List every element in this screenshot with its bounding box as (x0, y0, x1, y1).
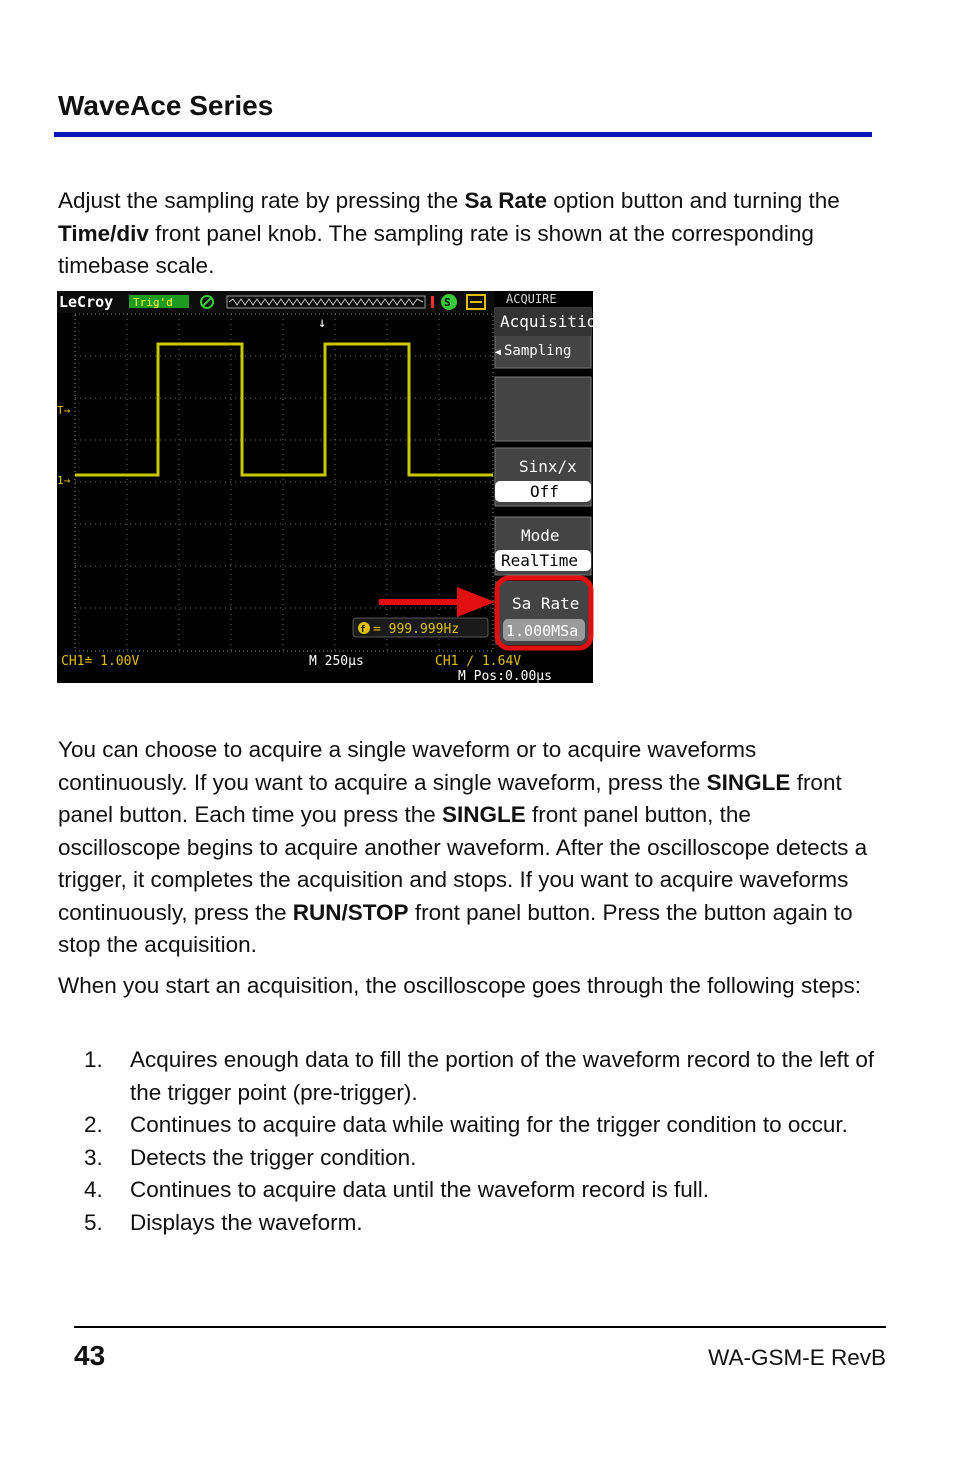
step-number: 5. (84, 1209, 103, 1235)
step-text: Displays the waveform. (130, 1209, 363, 1235)
bold-term: SINGLE (706, 769, 791, 795)
menu-title: ACQUIRE (506, 292, 557, 306)
list-item (58, 1174, 878, 1207)
menu-mode[interactable] (495, 517, 591, 575)
menu-pointer-icon: ◀ (495, 347, 502, 358)
step-number: 2. (84, 1112, 103, 1137)
menu-sinx-label: Sinx/x (519, 457, 577, 476)
menu-sa-rate-label: Sa Rate (512, 594, 580, 613)
settings-status-icon (441, 294, 457, 310)
bold-term: Time/div (58, 220, 149, 246)
menu-acquisition[interactable] (495, 308, 606, 368)
text-run: front panel knob. The sampling rate is shown at the corresponding timebase scale. (58, 220, 814, 278)
trigger-level-marker: T→ (57, 404, 71, 417)
list-item (58, 1142, 878, 1175)
trigger-position-marker: ↓ (318, 315, 327, 331)
menu-sinx-value: Off (530, 482, 559, 501)
menu-mode-label: Mode (521, 526, 560, 545)
bold-term: Sa Rate (464, 188, 548, 213)
step-text: Acquires enough data to fill the portion of the waveform record to the left of the trigger point (pre-trigger). (130, 1047, 875, 1105)
frequency-readout: = 999.999Hz (373, 622, 460, 637)
step-number: 3. (84, 1144, 103, 1170)
svg-text:f: f (360, 625, 366, 635)
text-run: You can choose to acquire a single waveform or to acquire waveforms continuously. If you want to acquire a single waveform, press the (58, 737, 757, 795)
step-text: Continues to acquire data until the waveform record is full. (130, 1177, 710, 1202)
trigger-readout: CH1 ∕ 1.64V (435, 654, 522, 669)
bold-term: RUN/STOP (292, 899, 409, 925)
footer-rule (74, 1326, 886, 1328)
ch1-scale-readout: CH1≐ 1.00V (61, 654, 140, 669)
bold-term: SINGLE (441, 802, 526, 827)
mpos-readout: M Pos:0.00μs (458, 669, 552, 684)
step-number: 4. (84, 1177, 103, 1202)
page-number: 43 (74, 1340, 106, 1371)
list-item (58, 1044, 878, 1109)
menu-empty-slot[interactable] (495, 377, 591, 441)
intro-paragraph (58, 185, 878, 283)
menu-acquisition-label: Acquisition (500, 312, 606, 331)
page-header-title: WaveAce Series (58, 90, 274, 121)
text-run: Adjust the sampling rate by pressing the (58, 188, 465, 213)
scope-display (57, 291, 606, 684)
menu-mode-value: RealTime (501, 551, 579, 570)
text-run: front panel button, the oscilloscope begins to acquire another waveform. After the oscilloscope detects a trigger, it completes the acquisition and stops. If you want to acquire waveforms continuously, press the (58, 802, 868, 925)
text-run: front panel button. Each time you press the (58, 769, 842, 827)
oscilloscope-screenshot (57, 291, 606, 684)
header-rule (54, 132, 872, 137)
text-run: front panel button. Press the button again to stop the acquisition. (58, 899, 853, 957)
trigger-status-badge: Trig'd (133, 296, 173, 309)
menu-sinx[interactable] (495, 448, 591, 506)
acquisition-steps-intro: When you start an acquisition, the oscilloscope goes through the following steps: (58, 973, 861, 998)
list-item (58, 1109, 878, 1142)
document-id: WA-GSM-E RevB (708, 1345, 886, 1370)
step-text: Continues to acquire data while waiting for the trigger condition to occur. (130, 1112, 848, 1137)
acquisition-steps-list (58, 1044, 878, 1239)
menu-sa-rate[interactable] (495, 578, 591, 648)
svg-text:S: S (444, 296, 451, 309)
ch1-ground-marker: 1→ (57, 474, 71, 487)
menu-acquisition-value: Sampling (504, 343, 572, 359)
timebase-readout: M 250μs (309, 654, 364, 669)
text-run: option button and turning the (547, 188, 840, 213)
step-text: Detects the trigger condition. (130, 1144, 417, 1170)
list-item (58, 1207, 878, 1240)
brand-logo-text: LeCroy (59, 293, 114, 311)
step-number: 1. (84, 1047, 103, 1072)
menu-sa-rate-value: 1.000MSa (506, 622, 579, 640)
single-runstop-paragraph (58, 734, 878, 962)
